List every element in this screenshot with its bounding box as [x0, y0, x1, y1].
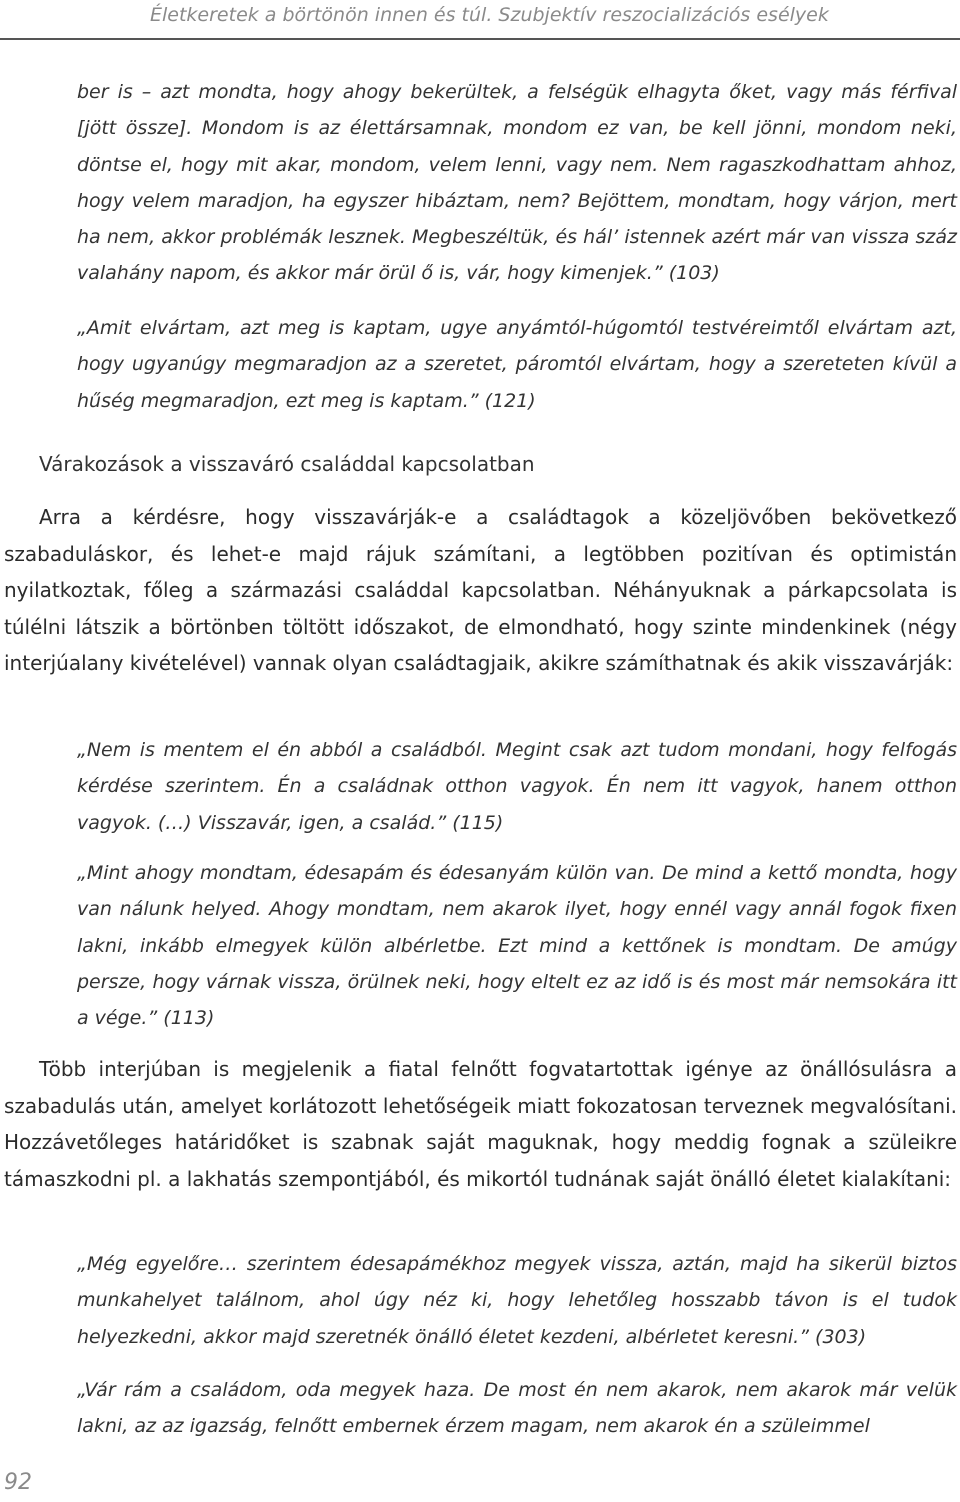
- body-paragraph: [4, 499, 957, 682]
- quote-block: [77, 732, 957, 841]
- quote-text: „Még egyelőre… szerintem édesapámékhoz megyek vissza, aztán, majd ha sikerül biztos munkahelyet találnom, ahol úgy néz ki, hogy lehetőleg hosszabb távon is el tudok helyezkedni, akkor majd szeretnék önálló életet kezdeni, albérletet keresni.” (303): [77, 1253, 957, 1348]
- quote-block: [77, 1372, 957, 1445]
- quote-text: „Mint ahogy mondtam, édesapám és édesanyám külön van. De mind a kettő mondta, hogy van nálunk helyed. Ahogy mondtam, nem akarok ilyet, hogy ennél vagy annál fogok fixen lakni, inkább elmegyek külön albérletbe. Ezt mind a kettőnek is mondtam. De amúgy persze, hogy várnak vissza, örülnek neki, hogy eltelt ez az idő is és most már nemsokára itt a vége.” (113): [77, 862, 957, 1030]
- quote-block: [77, 1246, 957, 1355]
- section-heading: Várakozások a visszaváró családdal kapcsolatban: [39, 452, 535, 476]
- body-paragraph: [4, 1051, 957, 1197]
- running-header: Életkeretek a börtönön innen és túl. Szubjektív reszocializációs esélyek: [150, 4, 829, 26]
- quote-block: [77, 310, 957, 419]
- page-number: 92: [4, 1470, 32, 1495]
- quote-text: „Nem is mentem el én abból a családból. Megint csak azt tudom mondani, hogy felfogás kérdése szerintem. Én a családnak otthon vagyok. Én nem itt vagyok, hanem otthon vagyok. (…) Visszavár, igen, a család.” (115): [77, 739, 957, 834]
- paragraph-text: Arra a kérdésre, hogy visszavárják-e a családtagok a közeljövőben bekövetkező szabaduláskor, és lehet-e majd rájuk számítani, a legtöbben pozitívan és optimistán nyilatkoztak, főleg a származási családdal kapcsolatban. Néhányuknak a párkapcsolata is túlélni látszik a börtönben töltött időszakot, de elmondható, hogy szinte mindenkinek (négy interjúalany kivételével) vannak olyan családtagjaik, akikre számíthatnak és akik visszavárják:: [4, 505, 957, 675]
- quote-text: „Amit elvártam, azt meg is kaptam, ugye anyámtól-húgomtól testvéreimtől elvártam azt, hogy ugyanúgy megmaradjon az a szeretet, páromtól elvártam, hogy a szereteten kívül a hűség megmaradjon, ezt meg is kaptam.” (121): [77, 317, 957, 412]
- quote-text: „Vár rám a családom, oda megyek haza. De most én nem akarok, nem akarok már velük lakni, az az igazság, felnőtt embernek érzem magam, nem akarok én a szüleimmel: [77, 1379, 957, 1438]
- quote-block: [77, 74, 957, 292]
- paragraph-text: Több interjúban is megjelenik a fiatal felnőtt fogvatartottak igénye az önállósulásra a szabadulás után, amelyet korlátozott lehetőségeik miatt fokozatosan terveznek megvalósítani. Hozzávetőleges határidőket is szabnak saját maguknak, hogy meddig fognak a szüleikre támaszkodni pl. a lakhatás szempontjából, és mikortól tudnának saját önálló életet kialakítani:: [4, 1057, 957, 1191]
- quote-text: ber is – azt mondta, hogy ahogy bekerültek, a felségük elhagyta őket, vagy más férfival [jött össze]. Mondom is az élettársamnak, mondom ez van, be kell jönni, mondom neki, döntse el, hogy mit akar, mondom, velem lenni, vagy nem. Nem ragaszkodhattam ahhoz, hogy velem maradjon, ha egyszer hibáztam, nem? Bejöttem, mondtam, hogy várjon, mert ha nem, akkor problémák lesznek. Megbeszéltük, és hál’ istennek azért már van vissza száz valahány napom, és akkor már örül ő is, vár, hogy kimenjek.” (103): [77, 81, 957, 285]
- quote-block: [77, 855, 957, 1036]
- header-divider: [0, 38, 960, 40]
